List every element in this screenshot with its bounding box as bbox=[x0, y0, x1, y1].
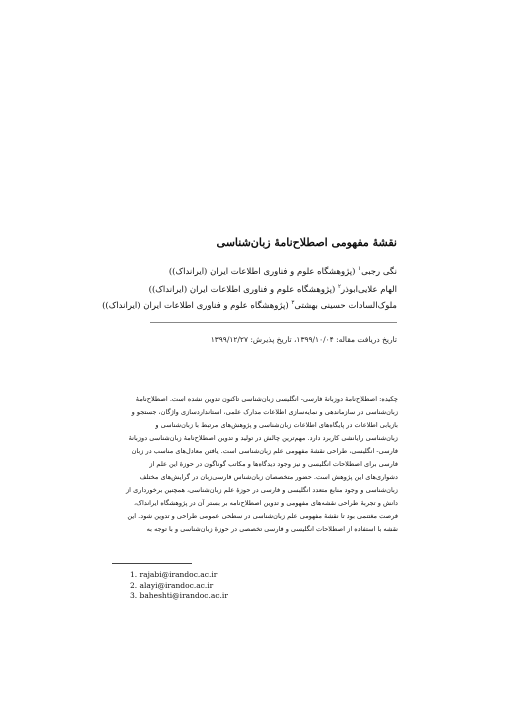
author-name: نگی رجبی bbox=[361, 266, 397, 277]
footnote-emails bbox=[130, 570, 228, 602]
abstract-line: دشواری‌های این پژوهش است. حضور متخصصان زبان‌شناس فارسی‌زبان در گرایش‌های مختلف bbox=[139, 473, 398, 481]
abstract-line: نقشه با استفاده از اصطلاحات انگلیسی و فارسی تخصصی در حوزهٔ زبان‌شناسی و با توجه به bbox=[146, 525, 398, 533]
author-affiliation: (پژوهشگاه علوم و فناوری اطلاعات ایران (ایرانداک)) bbox=[148, 284, 336, 295]
abstract-line: فارسی برای اصطلاحات انگلیسی و نیز وجود دیدگاه‌ها و مکاتب گوناگون در حوزهٔ این علم از bbox=[149, 460, 398, 468]
author-mark: ۳ bbox=[291, 300, 295, 306]
abstract-line: دانش و تجربهٔ طراحی نقشه‌های مفهومی و تدوین اصطلاح‌نامه بر بستر آن در پژوهشگاه ایرانداک، bbox=[134, 499, 398, 507]
author-2 bbox=[149, 284, 397, 295]
abstract-line: زبان‌شناسی و وجود منابع متعدد انگلیسی و فارسی در حوزهٔ علم زبان‌شناسی، همچنین برخورداری از bbox=[125, 486, 398, 494]
header-divider bbox=[150, 322, 397, 323]
abstract-line: چکیده: اصطلاح‌نامهٔ دوزبانهٔ فارسی- انگلیسی زبان‌شناسی تاکنون تدوین نشده است. اصطلاح‌نامهٔ bbox=[135, 395, 398, 403]
author-1 bbox=[169, 266, 397, 277]
abstract-line: فرصت مغتنمی بود تا نقشهٔ مفهومی علم زبان‌شناسی در سطحی عمومی طراحی و تدوین شود. این bbox=[127, 512, 398, 520]
author-mark: ۱ bbox=[358, 266, 362, 272]
author-affiliation: (پژوهشگاه علوم و فناوری اطلاعات ایران (ایرانداک)) bbox=[168, 266, 356, 277]
author-name: الهام علایی‌ابوذر bbox=[340, 284, 397, 295]
author-3 bbox=[102, 300, 397, 311]
abstract-line: فارسی- انگلیسی، طراحی نقشهٔ مفهومی علم زبان‌شناسی است. یافتن معادل‌های مناسب در زبان bbox=[131, 447, 398, 455]
email-footnote-3: 3. baheshti@irandoc.ac.ir bbox=[130, 591, 228, 600]
paper-title: نقشهٔ مفهومی اصطلاح‌نامهٔ زبان‌شناسی bbox=[216, 236, 397, 249]
author-name: ملوک‌السادات حسینی بهشتی bbox=[294, 300, 397, 311]
email-footnote-1: 1. rajabi@irandoc.ac.ir bbox=[130, 570, 218, 579]
submission-dates: تاریخ دریافت مقاله: ۱۳۹۹/۱۰/۰۴، تاریخ پذیرش: ۱۳۹۹/۱۲/۲۷ bbox=[210, 335, 397, 344]
abstract-line: زبان‌شناسی رایانشی کاربرد دارد. مهم‌ترین چالش در تولید و تدوین اصطلاح‌نامهٔ زبان‌شناسی دوزبانهٔ bbox=[128, 434, 398, 442]
footnote-divider bbox=[112, 563, 192, 564]
abstract-line: بازیابی اطلاعات در پایگاه‌های اطلاعات زبان‌شناسی و پژوهش‌های مرتبط با زبان‌شناسی و bbox=[155, 421, 398, 429]
author-affiliation: (پژوهشگاه علوم و فناوری اطلاعات ایران (ایرانداک)) bbox=[102, 300, 289, 311]
email-footnote-2: 2. alayi@irandoc.ac.ir bbox=[130, 580, 214, 590]
author-mark: ۲ bbox=[338, 284, 341, 290]
abstract-line: زبان‌شناسی در سازماندهی و نمایه‌سازی اطلاعات مدارک علمی، استانداردسازی واژگان، جستجو و bbox=[131, 408, 398, 416]
abstract bbox=[112, 393, 398, 536]
